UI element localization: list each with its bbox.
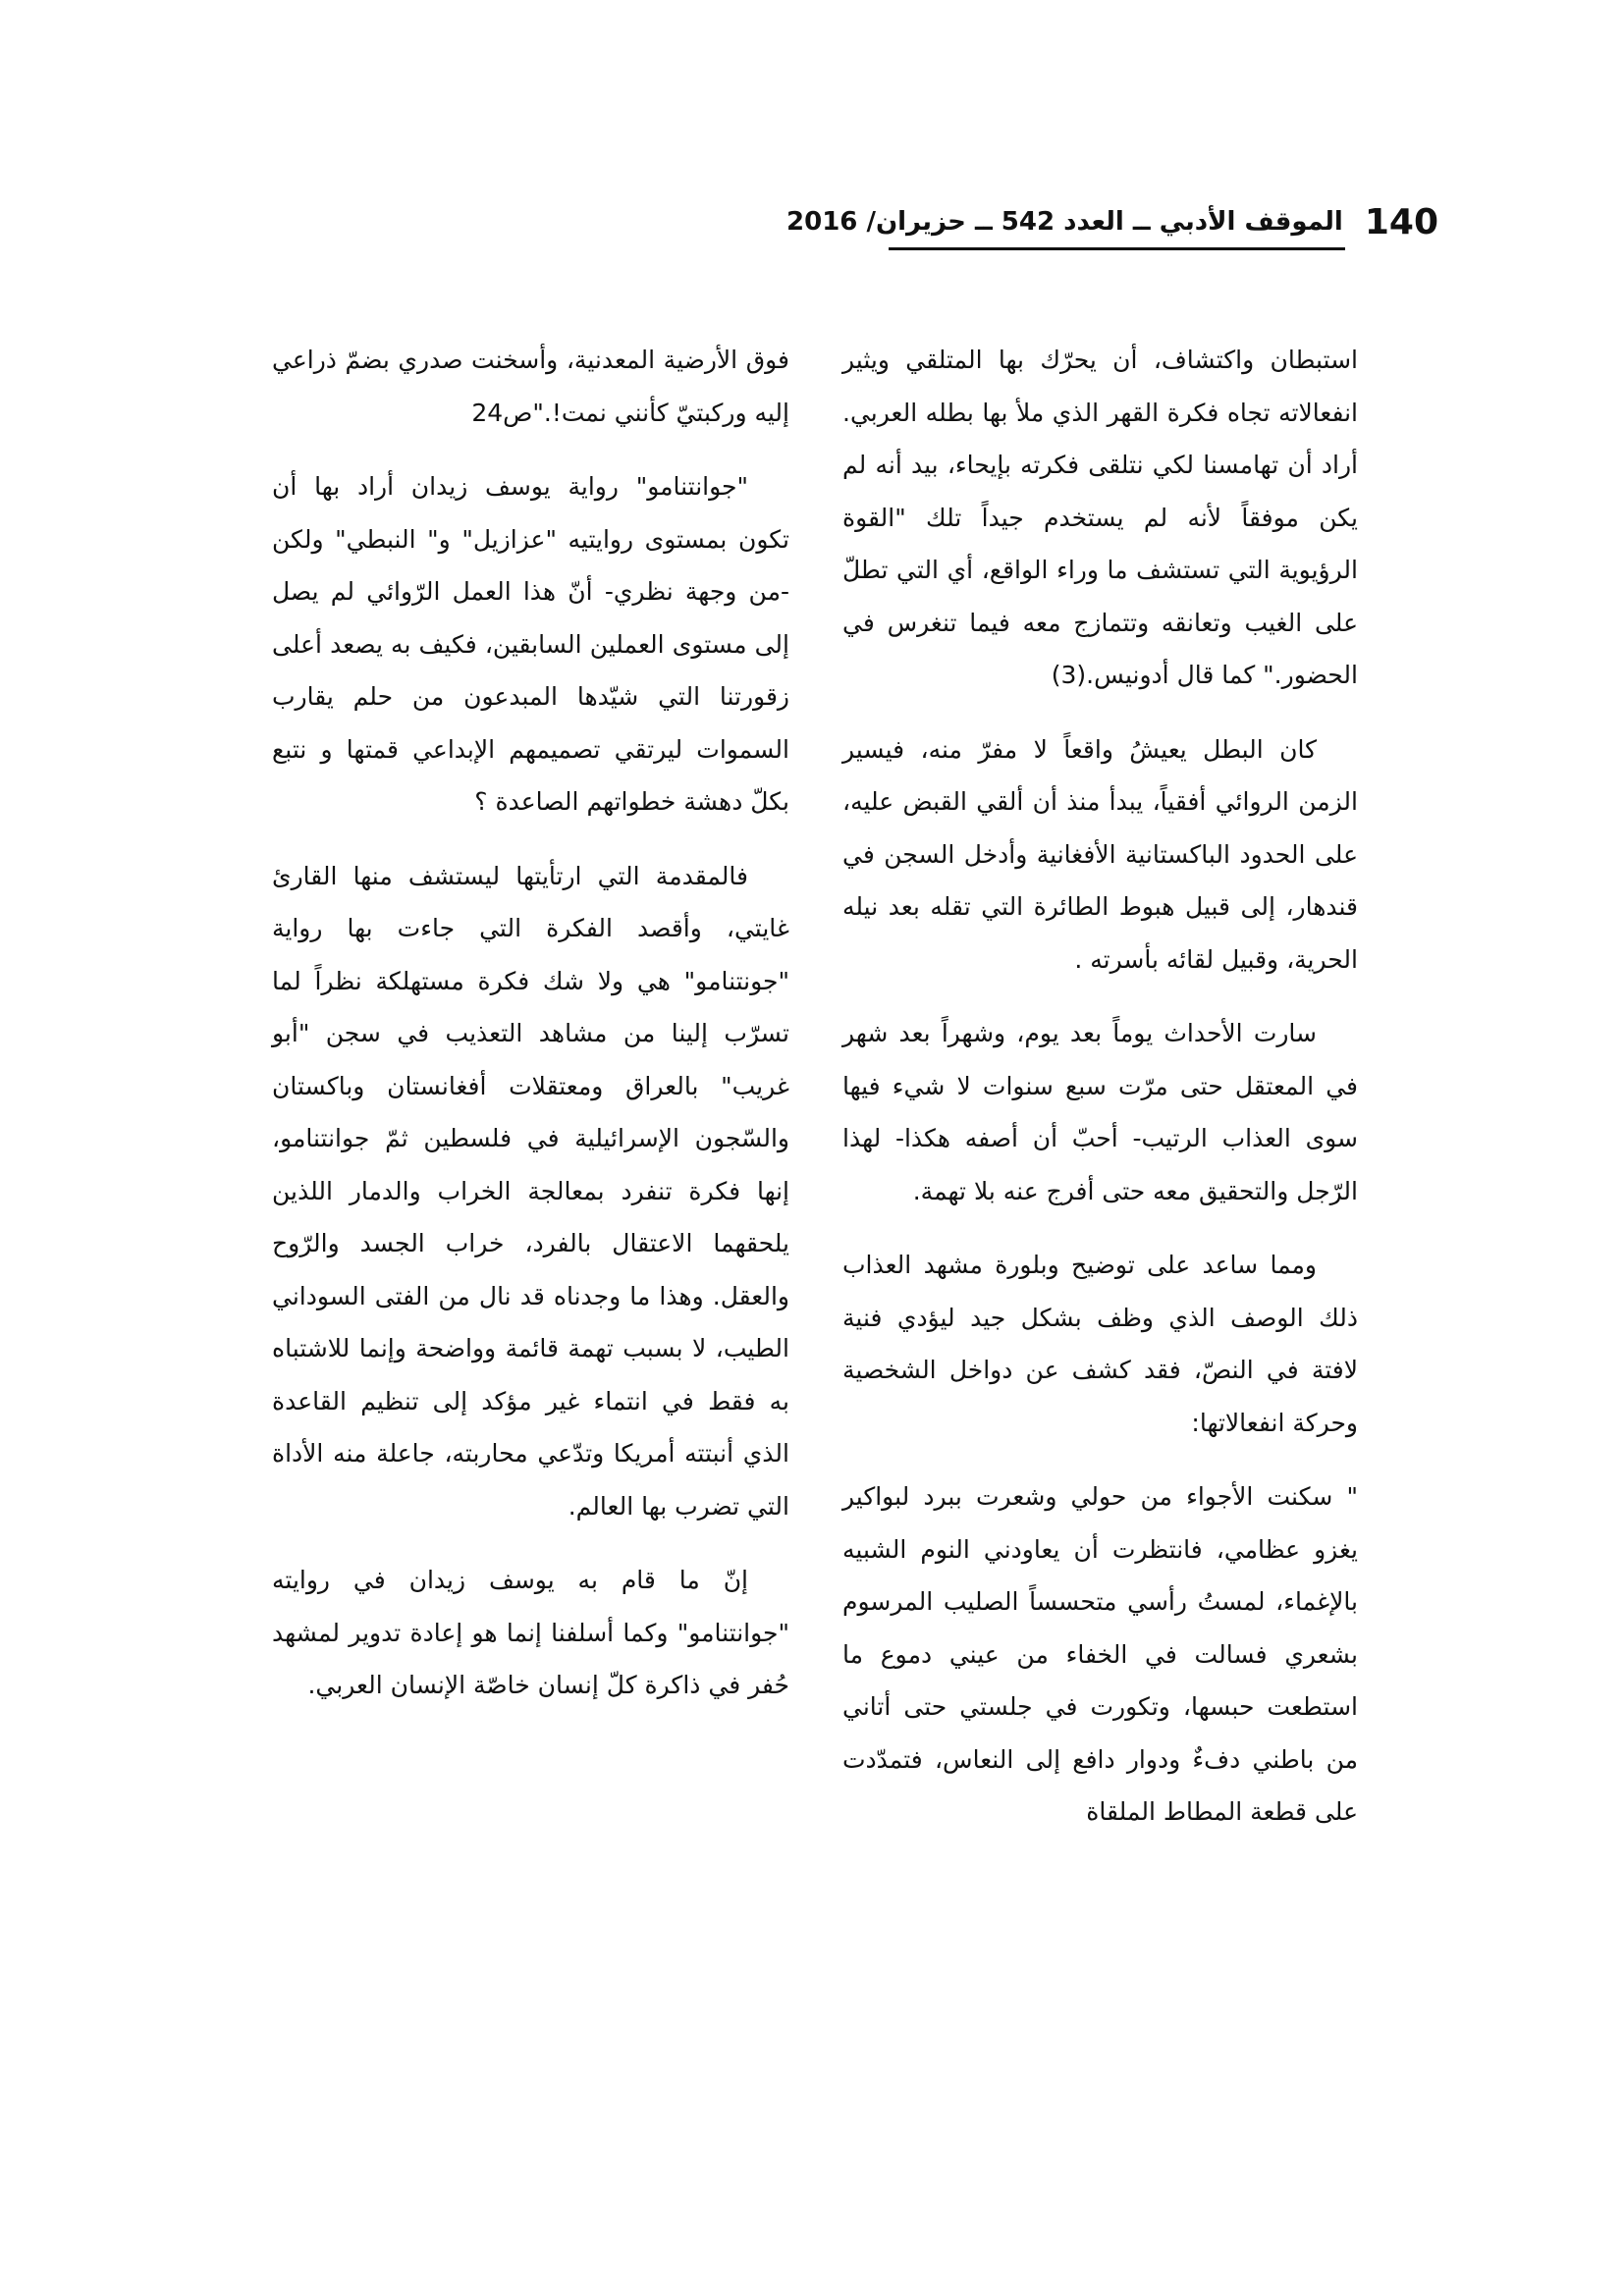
paragraph: ومما ساعد على توضيح وبلورة مشهد العذاب ذلك الوصف الذي وظف بشكل جيد ليؤدي فنية لافتة في النصّ، فقد كشف عن دواخل الشخصية وحركة انفعالاتها: [842,1251,1358,1437]
paragraph: استبطان واكتشاف، أن يحرّك بها المتلقي ويثير انفعالاته تجاه فكرة القهر الذي ملأ بها بطله العربي. أراد أن تهامسنا لكي نتلقى فكرته بإيحاء، بيد أنه لم يكن موفقاً لأنه لم يستخدم جيداً تلك "القوة الرؤيوية التي تستشف ما وراء الواقع، أي التي تطلّ على الغيب وتعانقه وتتمازج معه فيما تنغرس في الحضور." كما قال أدونيس.(3) [842,346,1358,689]
paragraph: سارت الأحداث يوماً بعد يوم، وشهراً بعد شهر في المعتقل حتى مرّت سبع سنوات لا شيء فيها سوى العذاب الرتيب- أحبّ أن أصفه هكذا- لهذا الرّجل والتحقيق معه حتى أفرج عنه بلا تهمة. [842,1019,1358,1205]
paragraph: "جوانتنامو" رواية يوسف زيدان أراد بها أن تكون بمستوى روايتيه "عزازيل" و" النبطي" ولكن -من وجهة نظري- أنّ هذا العمل الرّوائي لم يصل إلى مستوى العملين السابقين، فكيف به يصعد أعلى زقورتنا التي شيّدها المبدعون من حلم يقارب السموات ليرتقي تصميمهم الإبداعي قمتها و نتبع بكلّ دهشة خطواتهم الصاعدة ؟ [272,472,789,816]
header-divider [889,247,1345,250]
right-text-column [842,334,1358,1839]
page-header [786,192,1438,251]
paragraph: فالمقدمة التي ارتأيتها ليستشف منها القارئ غايتي، وأقصد الفكرة التي جاءت بها رواية "جونتنامو" هي ولا شك فكرة مستهلكة نظراً لما تسرّب إلينا من مشاهد التعذيب في سجن "أبو غريب" بالعراق ومعتقلات أفغانستان وباكستان والسّجون الإسرائيلية في فلسطين ثمّ جوانتنامو، إنها فكرة تنفرد بمعالجة الخراب والدمار اللذين يلحقهما الاعتقال بالفرد، خراب الجسد والرّوح والعقل. وهذا ما وجدناه قد نال من الفتى السوداني الطيب، لا بسبب تهمة قائمة وواضحة وإنما للاشتباه به فقط في انتماء غير مؤكد إلى تنظيم القاعدة الذي أنبتته أمريكا وتدّعي محاربته، جاعلة منه الأداة التي تضرب بها العالم. [272,861,789,1521]
paragraph: كان البطل يعيشُ واقعاً لا مفرّ منه، فيسير الزمن الروائي أفقياً، يبدأ منذ أن ألقي القبض عليه، على الحدود الباكستانية الأفغانية وأدخل السجن في قندهار، إلى قبيل هبوط الطائرة التي تقله بعد نيله الحرية، وقبيل لقائه بأسرته . [842,734,1358,974]
quoted-passage-continuation: فوق الأرضية المعدنية، وأسخنت صدري بضمّ ذراعي إليه وركبتيّ كأنني نمت!."ص24 [272,346,789,427]
paragraph: إنّ ما قام به يوسف زيدان في روايته "جوانتنامو" وكما أسلفنا إنما هو إعادة تدوير لمشهد حُفر في ذاكرة كلّ إنسان خاصّة الإنسان العربي. [272,1566,789,1699]
quoted-passage: " سكنت الأجواء من حولي وشعرت ببرد لبواكير يغزو عظامي، فانتظرت أن يعاودني النوم الشبيه بالإغماء، لمستُ رأسي متحسساً الصليب المرسوم بشعري فسالت في الخفاء من عيني دموع ما استطعت حبسها، وتكورت في جلستي حتى أتاني من باطني دفءٌ ودوار دافع إلى النعاس، فتمدّدت على قطعة المطاط الملقاة [842,1482,1358,1826]
journal-issue-title: الموقف الأدبي ــ العدد 542 ــ حزيران/ 2016 [786,207,1343,237]
page-number: 140 [1364,201,1438,242]
left-text-column [272,334,789,1734]
